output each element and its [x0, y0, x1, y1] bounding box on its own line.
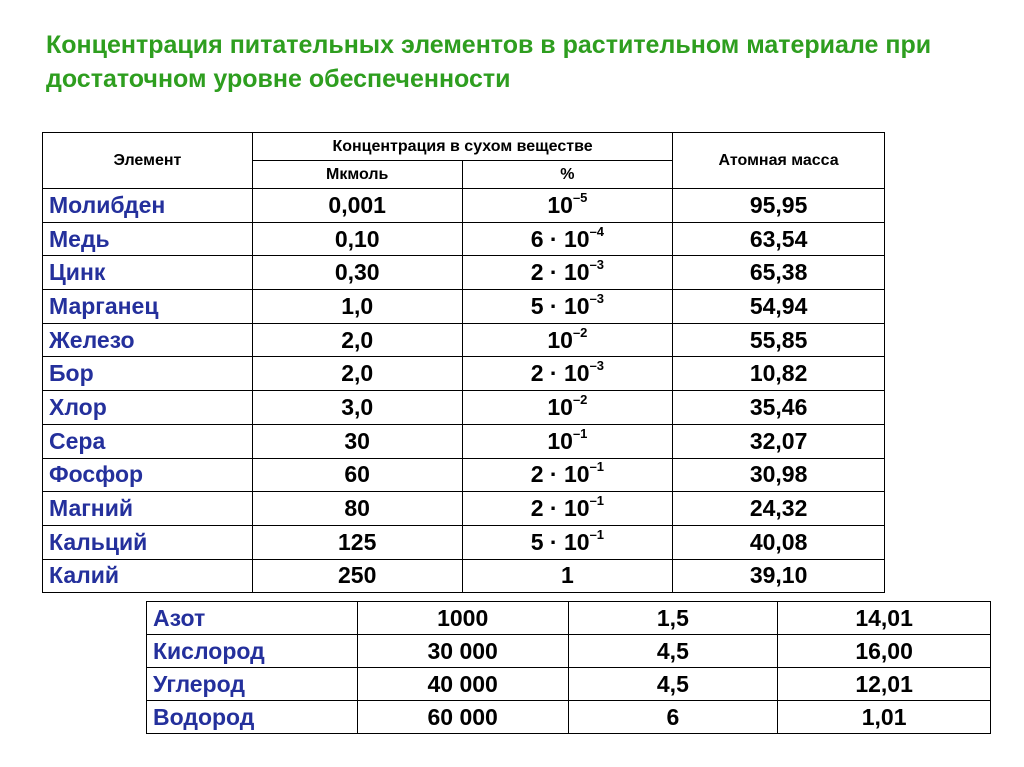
atomic-mass-value: 14,01 — [778, 602, 991, 635]
atomic-mass-value: 1,01 — [778, 701, 991, 734]
atomic-mass-value: 30,98 — [673, 458, 885, 492]
umol-value: 2,0 — [252, 323, 462, 357]
atomic-mass-value: 63,54 — [673, 222, 885, 256]
percent-value — [462, 256, 673, 290]
element-name: Фосфор — [43, 458, 253, 492]
percent-value: 6 — [568, 701, 778, 734]
element-name: Азот — [147, 602, 358, 635]
percent-exponent: –3 — [589, 257, 605, 273]
table-row — [147, 635, 991, 668]
umol-value: 1000 — [357, 602, 568, 635]
umol-value: 125 — [252, 525, 462, 559]
umol-value: 250 — [252, 559, 462, 593]
atomic-mass-value: 10,82 — [673, 357, 885, 391]
element-name: Магний — [43, 492, 253, 526]
percent-exponent: –1 — [589, 526, 605, 542]
atomic-mass-value: 95,95 — [673, 189, 885, 223]
element-name: Сера — [43, 424, 253, 458]
percent-value — [462, 222, 673, 256]
table-row — [43, 222, 885, 256]
percent-base: 6 · 10 — [530, 225, 590, 252]
element-name: Бор — [43, 357, 253, 391]
percent-exponent: –4 — [589, 223, 605, 239]
header-atomic-mass: Атомная масса — [673, 133, 885, 189]
percent-base: 1 — [561, 562, 574, 589]
table-row — [43, 391, 885, 425]
percent-value — [462, 323, 673, 357]
percent-base: 10 — [547, 191, 573, 218]
percent-exponent: –2 — [572, 324, 588, 340]
nutrient-table — [42, 132, 885, 593]
percent-value — [462, 391, 673, 425]
percent-base: 5 · 10 — [530, 528, 590, 555]
umol-value: 30 000 — [357, 635, 568, 668]
header-umol: Мкмоль — [252, 161, 462, 189]
umol-value: 60 000 — [357, 701, 568, 734]
percent-exponent: –1 — [572, 425, 588, 441]
atomic-mass-value: 55,85 — [673, 323, 885, 357]
header-concentration: Концентрация в сухом веществе — [252, 133, 672, 161]
percent-exponent: –1 — [589, 459, 605, 475]
percent-base: 5 · 10 — [530, 292, 590, 319]
percent-exponent: –2 — [572, 391, 588, 407]
umol-value: 80 — [252, 492, 462, 526]
percent-exponent: –1 — [589, 493, 605, 509]
element-name: Медь — [43, 222, 253, 256]
atomic-mass-value: 35,46 — [673, 391, 885, 425]
table-row — [147, 602, 991, 635]
header-element: Элемент — [43, 133, 253, 189]
percent-value: 1,5 — [568, 602, 778, 635]
percent-exponent: –3 — [589, 290, 605, 306]
percent-base: 2 · 10 — [530, 495, 590, 522]
table-row — [147, 701, 991, 734]
atomic-mass-value: 24,32 — [673, 492, 885, 526]
percent-base: 10 — [547, 393, 573, 420]
percent-base: 2 · 10 — [530, 461, 590, 488]
element-name: Цинк — [43, 256, 253, 290]
table-row — [43, 559, 885, 593]
percent-value — [462, 525, 673, 559]
umol-value: 0,30 — [252, 256, 462, 290]
element-name: Калий — [43, 559, 253, 593]
page-title: Концентрация питательных элементов в растительном материале при достаточном уровне обеспеченности — [46, 31, 932, 93]
table-row — [43, 424, 885, 458]
percent-value — [462, 492, 673, 526]
percent-value: 4,5 — [568, 668, 778, 701]
table-row — [147, 668, 991, 701]
atomic-mass-value: 65,38 — [673, 256, 885, 290]
percent-value — [462, 559, 673, 593]
element-name: Хлор — [43, 391, 253, 425]
atomic-mass-value: 40,08 — [673, 525, 885, 559]
table-row — [43, 323, 885, 357]
header-percent: % — [462, 161, 673, 189]
table-row — [43, 492, 885, 526]
percent-value: 4,5 — [568, 635, 778, 668]
element-name: Углерод — [147, 668, 358, 701]
element-name: Молибден — [43, 189, 253, 223]
table-row — [43, 357, 885, 391]
umol-value: 3,0 — [252, 391, 462, 425]
percent-value — [462, 458, 673, 492]
umol-value: 2,0 — [252, 357, 462, 391]
atomic-mass-value: 32,07 — [673, 424, 885, 458]
umol-value: 40 000 — [357, 668, 568, 701]
element-name: Водород — [147, 701, 358, 734]
percent-value — [462, 189, 673, 223]
atomic-mass-value: 12,01 — [778, 668, 991, 701]
percent-value — [462, 424, 673, 458]
table-row — [43, 458, 885, 492]
umol-value: 60 — [252, 458, 462, 492]
percent-base: 2 · 10 — [530, 360, 590, 387]
element-name: Кальций — [43, 525, 253, 559]
percent-base: 10 — [547, 427, 573, 454]
percent-exponent: –5 — [572, 189, 588, 205]
percent-exponent: –3 — [589, 358, 605, 374]
percent-base: 2 · 10 — [530, 259, 590, 286]
table-row — [43, 189, 885, 223]
umol-value: 30 — [252, 424, 462, 458]
table-row — [43, 290, 885, 324]
element-name: Железо — [43, 323, 253, 357]
element-name: Марганец — [43, 290, 253, 324]
atomic-mass-value: 54,94 — [673, 290, 885, 324]
table-row — [43, 256, 885, 290]
macro-nutrient-table — [146, 601, 991, 734]
element-name: Кислород — [147, 635, 358, 668]
umol-value: 0,001 — [252, 189, 462, 223]
percent-base: 10 — [547, 326, 573, 353]
table-row — [43, 525, 885, 559]
percent-value — [462, 357, 673, 391]
umol-value: 0,10 — [252, 222, 462, 256]
percent-value — [462, 290, 673, 324]
umol-value: 1,0 — [252, 290, 462, 324]
atomic-mass-value: 39,10 — [673, 559, 885, 593]
atomic-mass-value: 16,00 — [778, 635, 991, 668]
